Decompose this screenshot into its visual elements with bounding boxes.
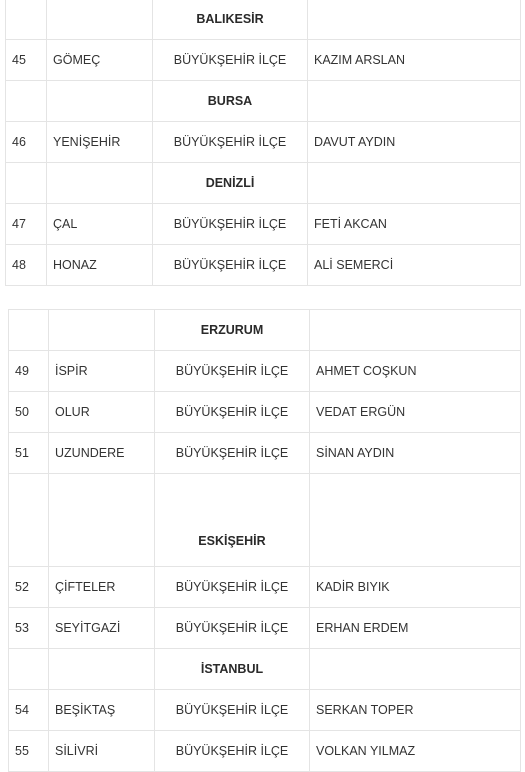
province-header-row [9, 474, 521, 567]
empty-cell [6, 163, 47, 204]
mayor-name: SERKAN TOPER [310, 690, 521, 731]
municipality-type: BÜYÜKŞEHİR İLÇE [155, 690, 310, 731]
table-row [9, 690, 521, 731]
mayor-name: FETİ AKCAN [308, 204, 521, 245]
mayor-name: KAZIM ARSLAN [308, 40, 521, 81]
results-table-top [5, 0, 521, 286]
province-header-row [9, 649, 521, 690]
province-header-row [6, 0, 521, 40]
district-name: UZUNDERE [49, 433, 155, 474]
empty-cell [9, 649, 49, 690]
empty-cell [6, 0, 47, 40]
province-name: BALIKESİR [153, 0, 308, 40]
mayor-name: ERHAN ERDEM [310, 608, 521, 649]
mayor-name: VOLKAN YILMAZ [310, 731, 521, 772]
empty-cell [47, 81, 153, 122]
empty-cell [310, 310, 521, 351]
table-row [6, 122, 521, 163]
mayor-name: SİNAN AYDIN [310, 433, 521, 474]
municipality-type: BÜYÜKŞEHİR İLÇE [155, 351, 310, 392]
municipality-type: BÜYÜKŞEHİR İLÇE [153, 122, 308, 163]
district-name: ÇAL [47, 204, 153, 245]
municipality-type: BÜYÜKŞEHİR İLÇE [155, 608, 310, 649]
municipality-type: BÜYÜKŞEHİR İLÇE [153, 245, 308, 286]
table-row [9, 433, 521, 474]
table-row [9, 351, 521, 392]
district-name: SİLİVRİ [49, 731, 155, 772]
table-row [6, 40, 521, 81]
province-name: DENİZLİ [153, 163, 308, 204]
district-name: YENİŞEHİR [47, 122, 153, 163]
empty-cell [49, 310, 155, 351]
row-number: 54 [9, 690, 49, 731]
results-table-bottom [8, 309, 521, 772]
row-number: 52 [9, 567, 49, 608]
district-name: OLUR [49, 392, 155, 433]
mayor-name: AHMET COŞKUN [310, 351, 521, 392]
row-number: 55 [9, 731, 49, 772]
province-header-row [6, 163, 521, 204]
row-number: 46 [6, 122, 47, 163]
municipality-type: BÜYÜKŞEHİR İLÇE [155, 567, 310, 608]
province-name: BURSA [153, 81, 308, 122]
province-name: İSTANBUL [155, 649, 310, 690]
mayor-name: DAVUT AYDIN [308, 122, 521, 163]
empty-cell [308, 163, 521, 204]
empty-cell [6, 81, 47, 122]
municipality-type: BÜYÜKŞEHİR İLÇE [153, 40, 308, 81]
district-name: GÖMEÇ [47, 40, 153, 81]
row-number: 51 [9, 433, 49, 474]
district-name: SEYİTGAZİ [49, 608, 155, 649]
empty-cell [9, 310, 49, 351]
province-name: ERZURUM [155, 310, 310, 351]
empty-cell [47, 0, 153, 40]
empty-cell [310, 649, 521, 690]
mayor-name: VEDAT ERGÜN [310, 392, 521, 433]
province-name: ESKİŞEHİR [155, 474, 310, 567]
district-name: ÇİFTELER [49, 567, 155, 608]
table-row [6, 204, 521, 245]
province-header-row [9, 310, 521, 351]
empty-cell [47, 163, 153, 204]
empty-cell [49, 474, 155, 567]
municipality-type: BÜYÜKŞEHİR İLÇE [153, 204, 308, 245]
municipality-type: BÜYÜKŞEHİR İLÇE [155, 433, 310, 474]
district-name: İSPİR [49, 351, 155, 392]
district-name: BEŞİKTAŞ [49, 690, 155, 731]
table-row [9, 731, 521, 772]
empty-cell [49, 649, 155, 690]
municipality-type: BÜYÜKŞEHİR İLÇE [155, 731, 310, 772]
table-row [9, 567, 521, 608]
row-number: 45 [6, 40, 47, 81]
empty-cell [308, 81, 521, 122]
row-number: 50 [9, 392, 49, 433]
empty-cell [310, 474, 521, 567]
district-name: HONAZ [47, 245, 153, 286]
municipality-type: BÜYÜKŞEHİR İLÇE [155, 392, 310, 433]
empty-cell [308, 0, 521, 40]
table-row [9, 608, 521, 649]
province-header-row [6, 81, 521, 122]
table-row [6, 245, 521, 286]
row-number: 47 [6, 204, 47, 245]
mayor-name: KADİR BIYIK [310, 567, 521, 608]
row-number: 48 [6, 245, 47, 286]
table-row [9, 392, 521, 433]
row-number: 49 [9, 351, 49, 392]
mayor-name: ALİ SEMERCİ [308, 245, 521, 286]
empty-cell [9, 474, 49, 567]
row-number: 53 [9, 608, 49, 649]
